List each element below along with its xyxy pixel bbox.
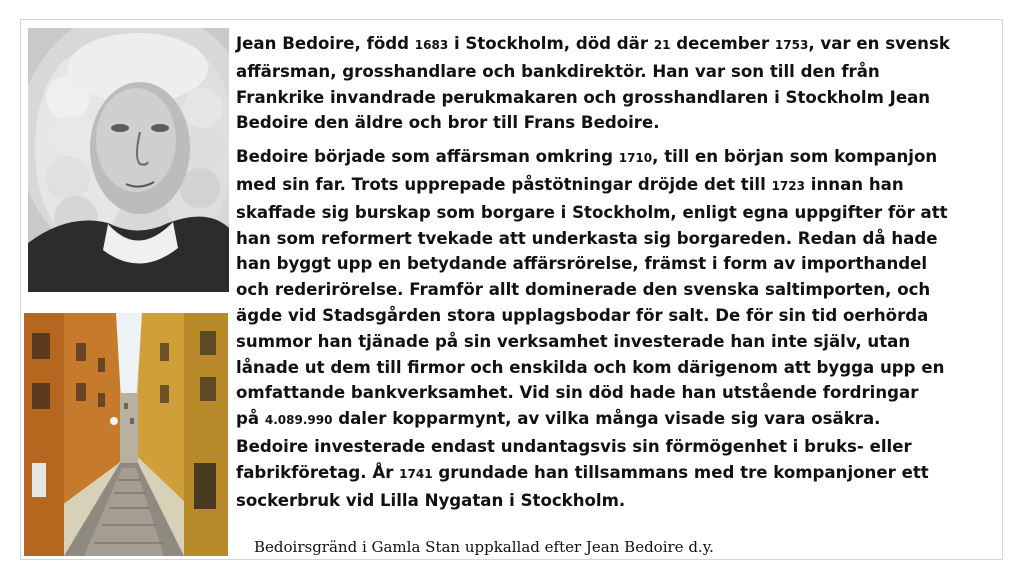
text-segment: Bedoire började som affärsman omkring: [236, 147, 619, 167]
text-line: [236, 329, 1004, 355]
text-segment: grundade han tillsammans med tre kompanjoner ett: [432, 462, 929, 482]
text-line: [236, 355, 1004, 381]
street-photo: [24, 313, 228, 556]
photo-caption: Bedoirsgränd i Gamla Stan uppkallad efter Jean Bedoire d.y.: [254, 538, 714, 556]
portrait-icon: [28, 28, 229, 292]
text-segment: Frankrike invandrade perukmakaren och grosshandlaren i Stockholm Jean: [236, 87, 931, 107]
text-segment: affärsman, grosshandlare och bankdirektör. Han var son till den från: [236, 61, 880, 81]
text-segment: och rederirörelse. Framför allt dominerade den svenska saltimporten, och: [236, 280, 931, 300]
text-segment: Jean Bedoire, född: [236, 34, 415, 53]
number-text: 1710: [618, 151, 653, 166]
portrait-image: [28, 28, 229, 292]
text-segment: december: [670, 34, 775, 53]
text-line: [236, 406, 1004, 434]
text-segment: innan han: [804, 174, 904, 194]
text-line: [236, 303, 1004, 329]
text-segment: lånade ut dem till firmor och enskilda och kom därigenom att bygga upp en: [236, 357, 945, 377]
text-segment: med sin far. Trots upprepade påstötningar dröjde det till: [236, 174, 772, 194]
text-line: [236, 460, 1004, 488]
text-line: [236, 380, 1004, 406]
text-line: [236, 251, 1004, 277]
number-text: 4.089.990: [264, 413, 333, 428]
text-line: [236, 110, 1004, 136]
text-segment: sockerbruk vid Lilla Nygatan i Stockholm.: [236, 490, 626, 510]
text-segment: , till en början som kompanjon: [652, 147, 938, 167]
text-segment: han som reformert tvekade att underkasta sig borgareden. Redan då hade: [236, 228, 938, 248]
street-photo-icon: [24, 313, 228, 556]
paragraph-biography: [236, 31, 1004, 136]
text-segment: daler kopparmynt, av vilka många visade sig vara osäkra.: [332, 409, 881, 429]
number-text: 21: [653, 38, 671, 52]
text-segment: , var en svensk: [808, 34, 950, 53]
paragraph-career: [236, 144, 1004, 513]
text-line: [236, 488, 1004, 514]
text-segment: skaffade sig burskap som borgare i Stockholm, enligt egna uppgifter för att: [236, 202, 948, 222]
number-text: 1753: [774, 38, 809, 52]
text-segment: fabrikföretag. År: [236, 462, 400, 482]
text-line: [236, 277, 1004, 303]
number-text: 1723: [771, 178, 805, 193]
text-line: [236, 31, 1004, 59]
text-segment: på: [236, 409, 265, 429]
text-line: [236, 172, 1004, 200]
text-segment: han byggt upp en betydande affärsrörelse, främst i form av importhandel: [236, 254, 928, 274]
number-text: 1741: [399, 466, 433, 481]
text-line: [236, 200, 1004, 226]
article-text: [236, 31, 1004, 513]
number-text: 1683: [414, 38, 449, 52]
text-line: [236, 434, 1004, 460]
text-line: [236, 85, 1004, 111]
text-line: [236, 226, 1004, 252]
text-segment: ägde vid Stadsgården stora upplagsbodar för salt. De för sin tid oerhörda: [236, 305, 929, 325]
text-segment: i Stockholm, död där: [448, 34, 654, 53]
text-segment: Bedoire den äldre och bror till Frans Bedoire.: [236, 113, 660, 133]
text-line: [236, 59, 1004, 85]
text-segment: summor han tjänade på sin verksamhet investerade han inte själv, utan: [236, 331, 911, 351]
text-segment: omfattande bankverksamhet. Vid sin död hade han utstående fordringar: [236, 383, 919, 403]
text-line: [236, 144, 1004, 172]
text-segment: Bedoire investerade endast undantagsvis sin förmögenhet i bruks- eller: [236, 436, 912, 456]
